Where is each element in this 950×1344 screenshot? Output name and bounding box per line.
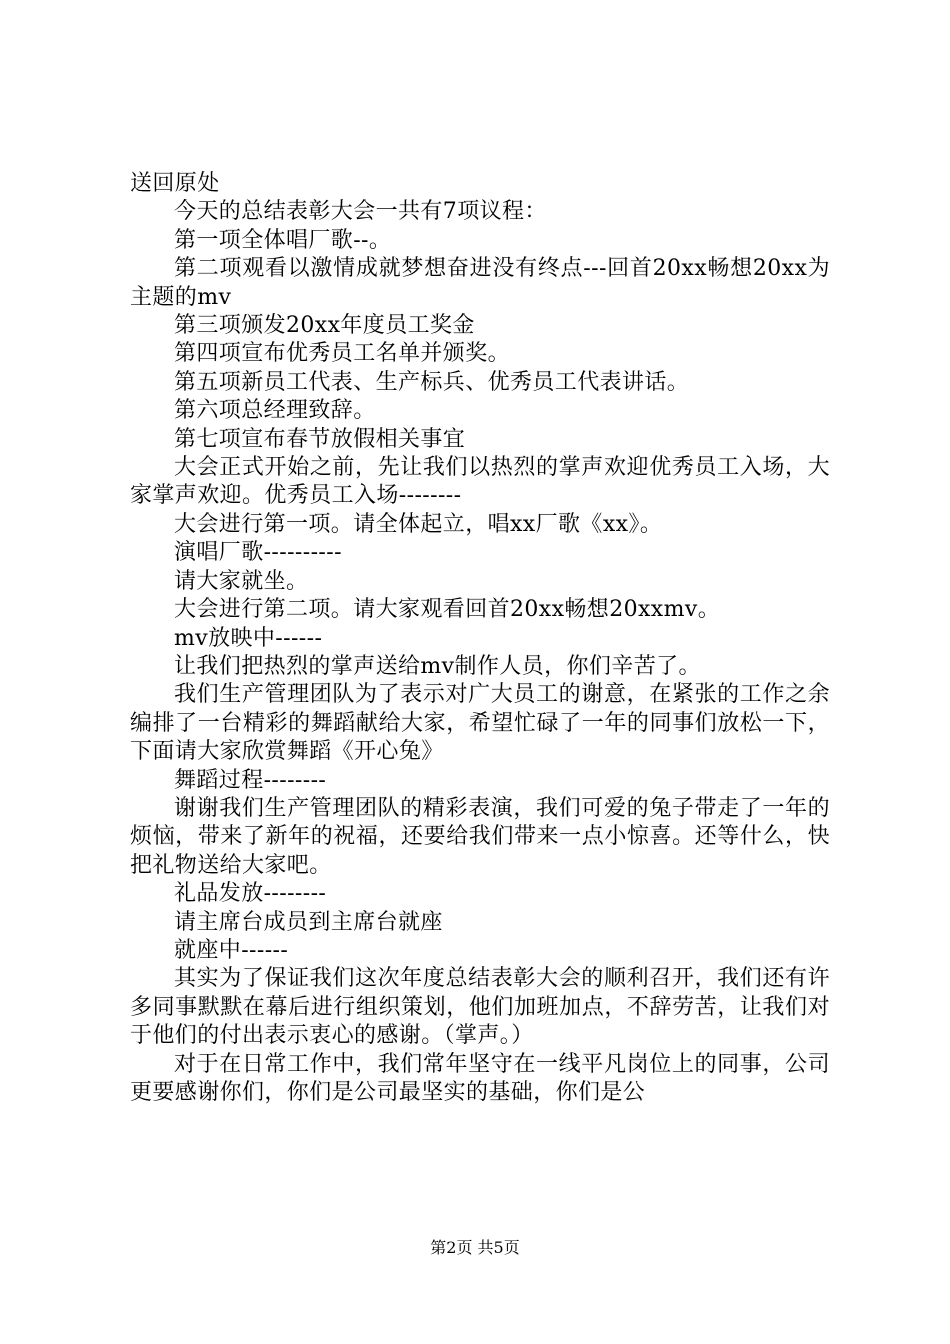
paragraph-seating: 就座中------ [174, 937, 289, 963]
paragraph-mv-playing: mv放映中------ [174, 625, 323, 651]
paragraph-gifts: 礼品发放-------- [174, 881, 327, 907]
paragraph-agenda-item-1: 第一项全体唱厂歌--。 [174, 227, 392, 253]
paragraph-dance-thanks: 谢谢我们生产管理团队的精彩表演，我们可爱的兔子带走了一年的烦恼，带来了新年的祝福，还要给我们带来一点小惊喜。还等什么，快把礼物送给大家吧。 [130, 795, 830, 878]
paragraph-opening: 大会正式开始之前，先让我们以热烈的掌声欢迎优秀员工入场，大家掌声欢迎。优秀员工入场-------- [130, 455, 830, 509]
paragraph-item-1-start: 大会进行第一项。请全体起立，唱xx厂歌《xx》。 [174, 511, 663, 537]
paragraph-agenda-item-5: 第五项新员工代表、生产标兵、优秀员工代表讲话。 [174, 369, 690, 395]
paragraph-agenda-item-2: 第二项观看以激情成就梦想奋进没有终点---回首20xx畅想20xx为主题的mv [130, 256, 830, 310]
paragraph-agenda-item-4: 第四项宣布优秀员工名单并颁奖。 [174, 341, 511, 367]
paragraph-dance-process: 舞蹈过程-------- [174, 767, 327, 793]
paragraph-item-2-start: 大会进行第二项。请大家观看回首20xx畅想20xxmv。 [174, 597, 721, 623]
paragraph-continuation: 送回原处 [130, 171, 220, 196]
paragraph-frontline-thanks: 对于在日常工作中，我们常年坚守在一线平凡岗位上的同事，公司更要感谢你们，你们是公司最坚实的基础，你们是公 [130, 1051, 830, 1105]
document-body [130, 170, 830, 1107]
paragraph-agenda-item-7: 第七项宣布春节放假相关事宜 [174, 426, 466, 452]
paragraph-backstage-thanks: 其实为了保证我们这次年度总结表彰大会的顺利召开，我们还有许多同事默默在幕后进行组织策划，他们加班加点，不辞劳苦，让我们对于他们的付出表示衷心的感谢。（掌声。） [130, 966, 830, 1049]
paragraph-mv-thanks: 让我们把热烈的掌声送给mv制作人员，你们辛苦了。 [174, 653, 701, 679]
paragraph-singing: 演唱厂歌---------- [174, 540, 342, 566]
paragraph-agenda-item-3: 第三项颁发20xx年度员工奖金 [174, 313, 475, 339]
paragraph-agenda-item-6: 第六项总经理致辞。 [174, 398, 376, 424]
page-footer: 第2页 共5页 [430, 1238, 520, 1257]
paragraph-be-seated: 请大家就坐。 [174, 568, 309, 594]
paragraph-agenda-intro: 今天的总结表彰大会一共有7项议程： [174, 199, 547, 225]
paragraph-dance-intro: 我们生产管理团队为了表示对广大员工的谢意，在紧张的工作之余编排了一台精彩的舞蹈献给大家，希望忙碌了一年的同事们放松一下，下面请大家欣赏舞蹈《开心兔》 [130, 682, 830, 765]
paragraph-rostrum: 请主席台成员到主席台就座 [174, 909, 443, 935]
